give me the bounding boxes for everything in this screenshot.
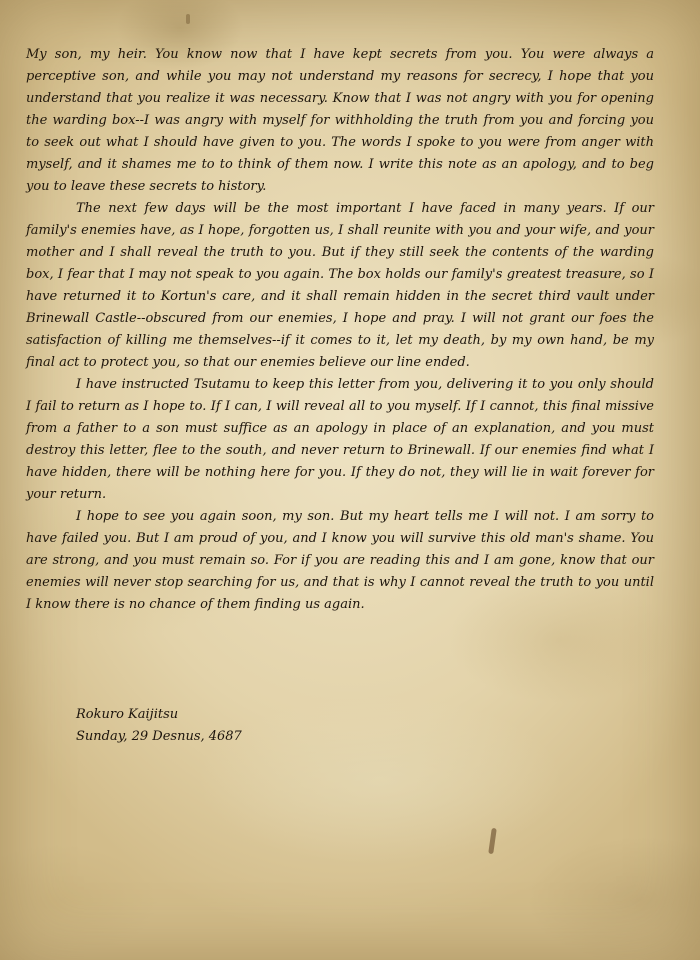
letter-paragraph: The next few days will be the most important I have faced in many years. If our family's enemies have, as I hope, forgotten us, I shall reunite with you and your wife, and your mother and I shall reveal the truth to you. But if they still seek the contents of the warding box, I fear that I may not speak to you again. The box holds our family's greatest treasure, so I have returned it to Kortun's care, and it shall remain hidden in the secret third vault under Brinewall Castle--obscured from our enemies, I hope and pray. I will not grant our foes the satisfaction of killing me themselves--if it comes to it, let my death, by my own hand, be my final act to protect you, so that our enemies believe our line ended. — [26, 201, 654, 370]
letter-paragraph: My son, my heir. You know now that I have kept secrets from you. You were always a perceptive son, and while you may not understand my reasons for secrecy, I hope that you understand that you realize it was necessary. Know that I was not angry with you for opening the warding box--I was angry with myself for withholding the truth from you and forcing you to seek out what I should have given to you. The words I spoke to you were from anger with myself, and it shames me to to think of them now. I write this note as an apology, and to beg you to leave these secrets to history. — [26, 47, 654, 194]
letter-paragraph: I have instructed Tsutamu to keep this letter from you, delivering it to you only should I fail to return as I hope to. If I can, I will reveal all to you myself. If I cannot, this final missive from a father to a son must suffice as an apology in place of an explanation, and you must destroy this letter, flee to the south, and never return to Brinewall. If our enemies find what I have hidden, there will be nothing here for you. If they do not, they will lie in wait forever for your return. — [26, 377, 654, 502]
ink-speck — [186, 14, 190, 24]
signature-block — [76, 704, 242, 748]
signature-name: Rokuro Kaijitsu — [76, 707, 179, 722]
letter-paragraph: I hope to see you again soon, my son. But my heart tells me I will not. I am sorry to have failed you. But I am proud of you, and I know you will survive this old man's shame. You are strong, and you must remain so. For if you are reading this and I am gone, know that our enemies will never stop searching for us, and that is why I cannot reveal the truth to you until I know there is no chance of them finding us again. — [26, 509, 654, 612]
signature-date: Sunday, 29 Desnus, 4687 — [76, 729, 242, 744]
ink-blot — [488, 828, 497, 854]
letter-body — [26, 44, 654, 616]
